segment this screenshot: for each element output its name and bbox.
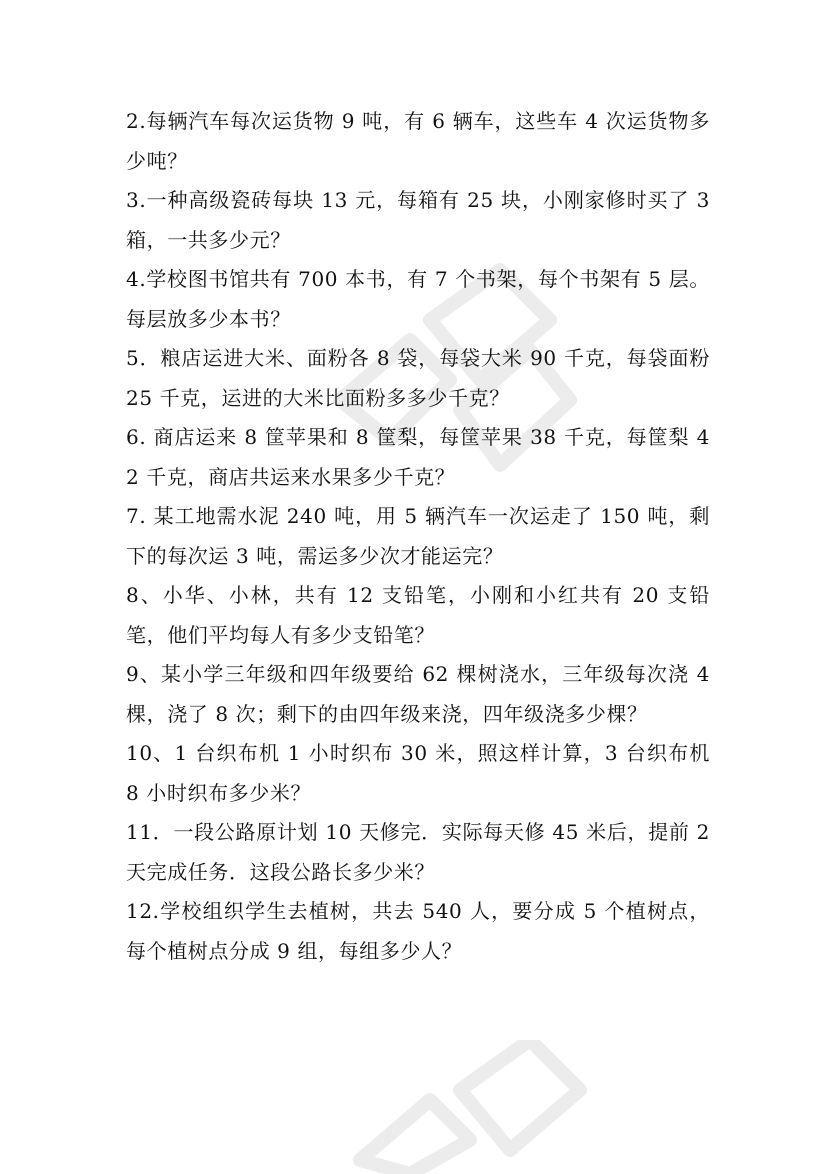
problem-item: 11．一段公路原计划 10 天修完．实际每天修 45 米后，提前 2 天完成任务．这段公路长多少米？ bbox=[126, 820, 710, 884]
watermark-logo-icon bbox=[340, 1040, 600, 1174]
problem-item: 8、小华、小林，共有 12 支铅笔，小刚和小红共有 20 支铅笔，他们平均每人有多少支铅笔？ bbox=[126, 583, 710, 647]
problem-item: 3.一种高级瓷砖每块 13 元，每箱有 25 块，小刚家修时买了 3 箱，一共多少元？ bbox=[126, 188, 710, 252]
problem-item: 9、某小学三年级和四年级要给 62 棵树浇水，三年级每次浇 4 棵，浇了 8 次；剩下的由四年级来浇，四年级浇多少棵？ bbox=[126, 662, 710, 726]
problem-item: 6. 商店运来 8 筐苹果和 8 筐梨，每筐苹果 38 千克，每筐梨 42 千克，商店共运来水果多少千克？ bbox=[126, 425, 710, 489]
problem-list bbox=[126, 102, 710, 971]
problem-item: 7. 某工地需水泥 240 吨，用 5 辆汽车一次运走了 150 吨，剩下的每次运 3 吨，需运多少次才能运完？ bbox=[126, 504, 710, 568]
problem-item: 10、1 台织布机 1 小时织布 30 米，照这样计算，3 台织布机 8 小时织布多少米？ bbox=[126, 741, 710, 805]
problem-item: 5．粮店运进大米、面粉各 8 袋，每袋大米 90 千克，每袋面粉 25 千克，运进的大米比面粉多多少千克？ bbox=[126, 346, 710, 410]
problem-item: 2.每辆汽车每次运货物 9 吨，有 6 辆车，这些车 4 次运货物多少吨？ bbox=[126, 109, 710, 173]
problem-item: 12.学校组织学生去植树，共去 540 人，要分成 5 个植树点，每个植树点分成 9 组，每组多少人？ bbox=[126, 899, 710, 963]
problem-item: 4.学校图书馆共有 700 本书，有 7 个书架，每个书架有 5 层。每层放多少本书？ bbox=[126, 267, 710, 331]
